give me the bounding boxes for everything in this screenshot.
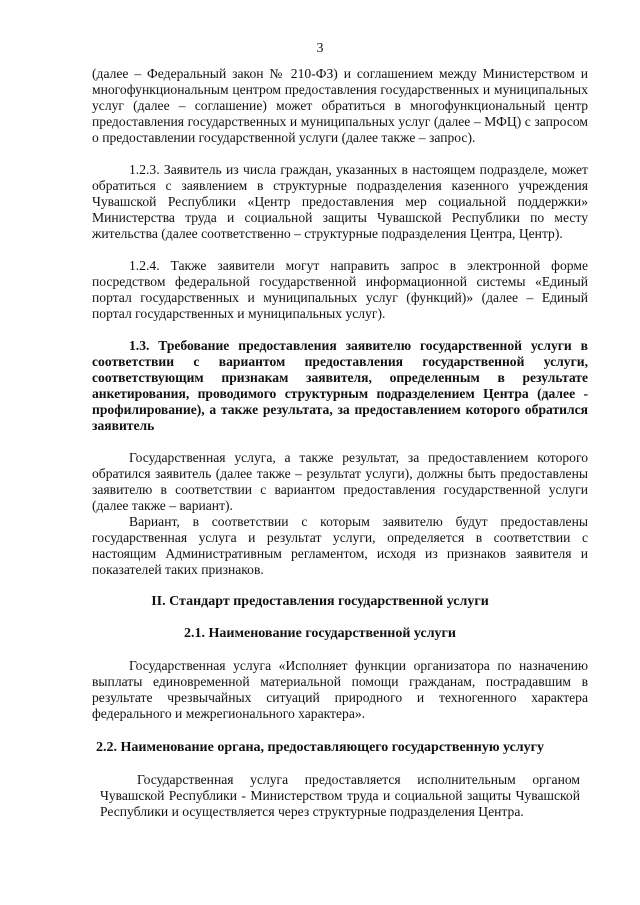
section-heading-1-3 [92, 338, 588, 434]
paragraph-text: Государственная услуга, а также результат, за предоставлением которого обратился заявитель (далее также – результат услуги), должны быть предоставлены заявителю в соответствии с вариантом предоставления государственной услуги (далее также – вариант). [92, 450, 588, 513]
heading-text: 1.3. Требование предоставления заявителю государственной услуги в соответствии с вариантом предоставления государственной услуги, соответствующим признакам заявителя, определенным в результате анкетирования, проводимого структурным подразделением Центра (далее - профилирование), а также результата, за предоставлением которого обратился заявитель [92, 338, 588, 433]
paragraph-text: Государственная услуга «Исполняет функции организатора по назначению выплаты единовременной материальной помощи гражданам, пострадавшим в результате чрезвычайных ситуаций природного и техногенного характера федерального и межрегионального характера». [92, 658, 588, 721]
paragraph-service-name [92, 658, 588, 722]
paragraph-text: 1.2.3. Заявитель из числа граждан, указанных в настоящем подразделе, может обратиться с заявлением в структурные подразделения казенного учреждения Чувашской Республики «Центр предоставления мер социальной поддержки» Министерства труда и социальной защиты Чувашской Республики по месту жительства (далее соответственно – структурные подразделения Центра, Центр). [92, 162, 588, 241]
paragraph-1-2-4 [92, 258, 588, 322]
paragraph-result [92, 450, 588, 514]
paragraph-authority [100, 772, 580, 820]
paragraph-1-2-3 [92, 162, 588, 242]
section-heading-2-1: 2.1. Наименование государственной услуги [184, 626, 456, 641]
paragraph-text: Государственная услуга предоставляется исполнительным органом Чувашской Республики - Министерством труда и социальной защиты Чувашской Республики и осуществляется через структурные подразделения Центра. [100, 772, 580, 819]
paragraph-text: 1.2.4. Также заявители могут направить запрос в электронной форме посредством федеральной государственной информационной системы «Единый портал государственных и муниципальных услуг (функций)» (далее – Единый портал государственных и муниципальных услуг). [92, 258, 588, 321]
paragraph-text: (далее – Федеральный закон № 210-ФЗ) и соглашением между Министерством и многофункциональным центром предоставления государственных и муниципальных услуг (далее – соглашение) может обратиться в многофункциональный центр предоставления государственных и муниципальных услуг (далее – МФЦ) с запросом о предоставлении государственной услуги (далее также – запрос). [92, 66, 588, 145]
page-number: 3 [316, 41, 324, 56]
paragraph-continuation [92, 66, 588, 146]
paragraph-text: Вариант, в соответствии с которым заявителю будут предоставлены государственная услуга и результат услуги, определяется в соответствии с настоящим Административным регламентом, исходя из признаков заявителя и показателей таких признаков. [92, 514, 588, 577]
section-heading-2-2: 2.2. Наименование органа, предоставляющего государственную услугу [95, 740, 545, 755]
section-heading-ii: II. Стандарт предоставления государственной услуги [151, 594, 489, 609]
paragraph-variant [92, 514, 588, 578]
